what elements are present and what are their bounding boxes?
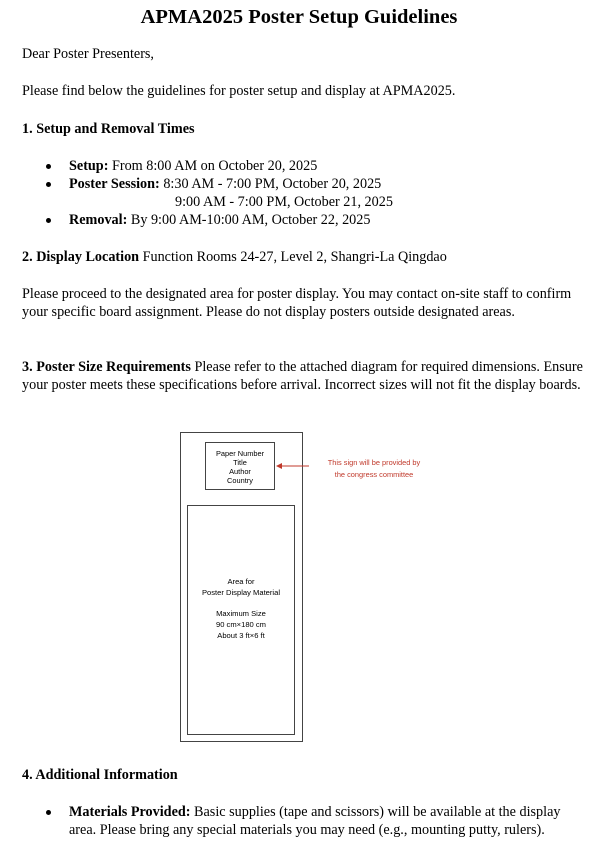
intro-paragraph: Please find below the guidelines for poster setup and display at APMA2025.: [22, 83, 456, 99]
area-line-2: Poster Display Material: [201, 588, 281, 597]
section-2-heading: 2. Display Location: [22, 249, 140, 265]
poster-area-box: [187, 505, 295, 735]
size-metric: 90 cm×180 cm: [215, 620, 267, 629]
list-item-session: [22, 175, 393, 211]
section-4-heading: 4. Additional Information: [22, 767, 178, 783]
bullet-icon: [46, 164, 51, 169]
bullet-icon: [46, 218, 51, 223]
page-title: APMA2025 Poster Setup Guidelines: [140, 6, 458, 28]
greeting: Dear Poster Presenters,: [22, 46, 154, 62]
bullet-icon: [46, 182, 51, 187]
sign-line-paper-number: Paper Number: [215, 449, 265, 458]
section-3-text: Please refer to the attached diagram for required dimensions. Ensure your poster meets these specifications before arrival. Incorrect sizes will not fit the display boards.: [22, 359, 583, 393]
section-3-heading: 3. Poster Size Requirements: [22, 359, 191, 375]
arrow-left-icon: [276, 461, 310, 471]
setup-text: From 8:00 AM on October 20, 2025: [111, 158, 318, 174]
removal-label: Removal:: [69, 212, 128, 228]
area-line-1: Area for: [227, 577, 255, 586]
sign-line-author: Author: [229, 467, 251, 476]
sign-note-line-2: the congress committee: [334, 470, 414, 479]
section-3-paragraph: [22, 358, 590, 394]
section-2-line: [22, 248, 590, 266]
setup-label: Setup:: [69, 158, 109, 174]
section-1-heading: 1. Setup and Removal Times: [22, 121, 195, 137]
list-item-materials: [22, 803, 570, 839]
materials-label: Materials Provided:: [69, 804, 191, 820]
setup-times-list: [22, 157, 393, 229]
session-text-1: 8:30 AM - 7:00 PM, October 20, 2025: [163, 176, 382, 192]
sign-note: [310, 457, 438, 481]
removal-text: By 9:00 AM-10:00 AM, October 22, 2025: [130, 212, 371, 228]
display-location: Function Rooms 24-27, Level 2, Shangri-La Qingdao: [142, 249, 447, 265]
sign-box: [205, 442, 275, 490]
sign-line-title: Title: [233, 458, 247, 467]
list-item-removal: [22, 211, 393, 229]
sign-note-line-1: This sign will be provided by: [327, 458, 421, 467]
session-label: Poster Session:: [69, 176, 160, 192]
poster-board-diagram: [180, 432, 304, 743]
max-size-label: Maximum Size: [216, 609, 266, 618]
size-imperial: About 3 ft×6 ft: [217, 631, 265, 640]
bullet-icon: [46, 810, 51, 815]
additional-info-list: [22, 803, 570, 839]
list-item-setup: [22, 157, 393, 175]
section-2-paragraph: Please proceed to the designated area for poster display. You may contact on-site staff to confirm your specific board assignment. Please do not display posters outside designated areas.: [22, 286, 572, 320]
materials-text: Basic supplies (tape and scissors) will be available at the display area. Please bring any special materials you may need (e.g., mounting putty, rulers).: [69, 804, 561, 838]
sign-line-country: Country: [227, 476, 253, 485]
session-text-2: 9:00 AM - 7:00 PM, October 21, 2025: [175, 194, 393, 210]
